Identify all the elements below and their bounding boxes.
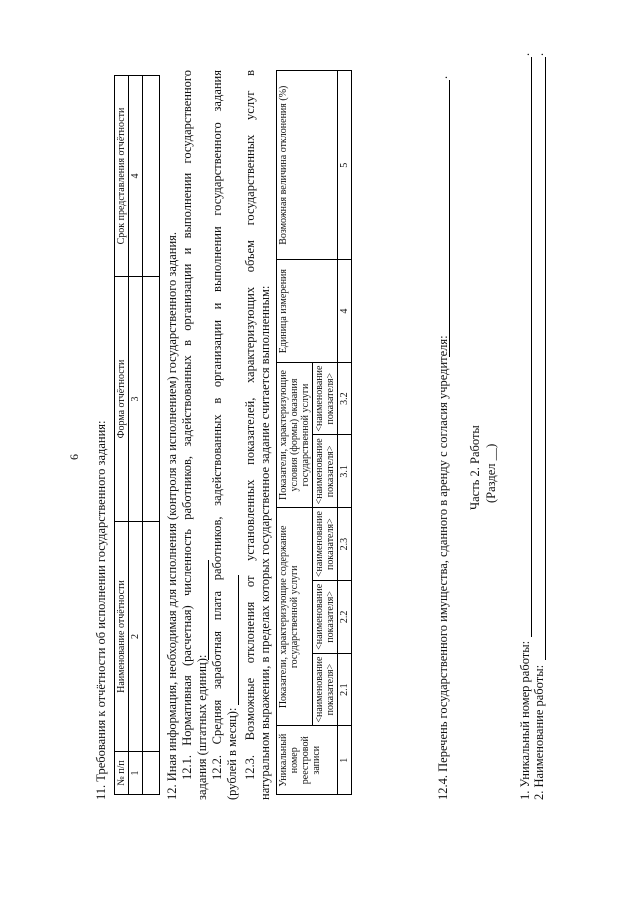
fill-line <box>238 575 239 705</box>
table-number-row <box>129 76 143 795</box>
number-cell: 4 <box>129 76 143 277</box>
number-cell: 2.1 <box>338 653 352 726</box>
paragraph-12-1-line-1: 12.1. Нормативная (расчетная) численность работников, задействованных в организации и выполнении государственного <box>180 70 194 780</box>
end-mark: . <box>436 75 450 79</box>
section-label: (Раздел __) <box>484 443 498 503</box>
section-11-title: 11. Требования к отчётности об исполнении государственного задания: <box>94 420 108 800</box>
header-cell: Единица измерения <box>277 260 338 362</box>
page-number: 6 <box>67 454 81 460</box>
subheader-cell: <наименование показателя> <box>313 362 338 435</box>
section-12-title: 12. Иная информация, необходимая для исполнения (контроля за исполнением) государственного задания. <box>165 231 179 800</box>
subheader-cell: <наименование показателя> <box>313 653 338 726</box>
header-cell: Уникальный номер реестровой записи <box>277 726 338 795</box>
part-2-title: Часть 2. Работы <box>468 425 482 510</box>
number-cell: 4 <box>338 260 352 362</box>
header-cell: Показатели, характеризующие условия (формы) оказания государственной услуги <box>277 362 313 507</box>
header-cell: Форма отчётности <box>115 277 129 522</box>
subheader-cell: <наименование показателя> <box>313 508 338 581</box>
header-cell: Показатели, характеризующие содержание государственной услуги <box>277 508 313 726</box>
number-cell: 3.2 <box>338 362 352 435</box>
subheader-cell: <наименование показателя> <box>313 580 338 653</box>
number-cell: 2.2 <box>338 580 352 653</box>
unique-number-label: 1. Уникальный номер работы: <box>518 640 532 800</box>
deviation-table <box>276 70 352 795</box>
work-name-label: 2. Наименование работы: <box>532 664 546 800</box>
end-mark: . <box>532 52 546 56</box>
header-cell: Возможная величина отклонения (%) <box>277 71 338 260</box>
number-cell: 1 <box>129 752 143 795</box>
table-empty-row <box>143 76 160 795</box>
header-cell: № п/п <box>115 752 129 795</box>
number-cell: 3 <box>129 277 143 522</box>
number-cell: 3.1 <box>338 435 352 508</box>
paragraph-12-3-line-2: натуральном выражении, в пределах которых государственное задание считается выполненным: <box>258 285 272 800</box>
fill-line <box>531 57 532 637</box>
table-header-row <box>115 76 129 795</box>
paragraph-12-2-line-1: 12.2. Средняя заработная плата работников, задействованных в организации и выполнении государственного задания <box>210 70 224 780</box>
paragraph-12-3-line-1: 12.3. Возможные отклонения от установленных показателей, характеризующих объем государственных услуг в <box>243 70 257 780</box>
number-cell: 2 <box>129 522 143 752</box>
subheader-cell: <наименование показателя> <box>313 435 338 508</box>
fill-line <box>208 560 209 660</box>
paragraph-12-2-line-2: (рублей в месяц): <box>225 707 239 800</box>
number-cell: 1 <box>338 726 352 795</box>
number-cell: 2.3 <box>338 508 352 581</box>
number-cell: 5 <box>338 71 352 260</box>
fill-line <box>449 80 450 357</box>
paragraph-12-4: 12.4. Перечень государственного имущества, сданного в аренду с согласия учредителя: <box>436 335 450 800</box>
header-cell: Наименование отчётности <box>115 522 129 752</box>
header-cell: Срок представления отчётности <box>115 76 129 277</box>
reporting-requirements-table <box>114 75 160 795</box>
paragraph-12-1-line-2: задания (штатных единиц): <box>195 654 209 800</box>
end-mark: . <box>518 52 532 56</box>
fill-line <box>545 57 546 660</box>
table-number-row <box>338 71 352 795</box>
table-header-row <box>277 71 313 795</box>
